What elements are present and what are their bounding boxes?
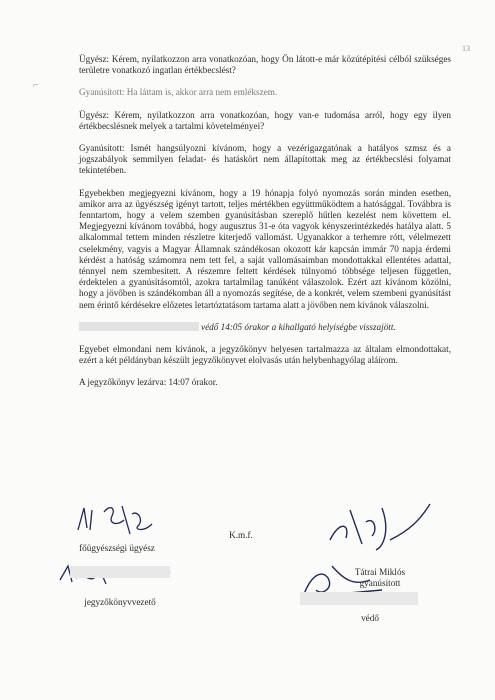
prosecutor-signature xyxy=(74,500,164,540)
departure-note: védő 14:05 órakor a kihallgató helyiségbe visszajött. xyxy=(201,321,396,332)
suspect-signature xyxy=(320,500,440,560)
margin-mark: ⌐ xyxy=(33,80,39,91)
paragraph-suspect-answer-2: Gyanúsított: Ismét hangsúlyozni kívánom, hogy a vezérigazgatónak a hatályos szmsz és a jogszabályok semmilyen feladat- és hatáskört nem állapítottak meg az értékbecslési folyamat tekintetében. xyxy=(79,143,451,176)
paragraph-prosecutor-question-1: Ügyész: Kérem, nyilatkozzon arra vonatkozóan, hogy Ön látott-e már közútépítési célból szükséges területre vonatkozó ingatlan értékbecslést? xyxy=(79,54,451,76)
paragraph-suspect-statement: Egyebekben megjegyezni kívánom, hogy a 19 hónapja folyó nyomozás során minden esetben, amikor arra az ügyészség igényt tartott, teljes mértékben együttműködtem a hatósággal. Továbbra is fenntartom, hogy a velem szemben gyanúsításban szereplő hűtlen kezelést nem követtem el. Megjegyezni kívánom továbbá, hogy augusztus 31-e óta vagyok kényszerintézkedés hatálya alatt. 5 alkalommal tettem minden részletre kiterjedő vallomást. Ugyanakkor a terhemre rótt, vélelmezett cselekmény, vagyis a Magyar Államnak szándékosan okozott kár kapcsán immár 70 napja érdemi kérdést a hatóság számomra nem tett fel, a saját vallomásaimban mondottakkal ellentétes adattal, ténnyel nem szembesített. A részemre feltett kérdések túlnyomó többsége teljesen független, érdektelen a gyanúsításomtól, azokra tartalmilag tanúként válaszolok. Ezért azt kívánom közölni, hogy a jövőben is szándékomban áll a nyomozás segítése, de a konkrét, velem szembeni gyanúsítást nem érintő kérdésekre előzetes letartóztatásom tartama alatt a jövőben nem kívánok válaszolni. xyxy=(79,187,451,310)
clerk-redaction xyxy=(70,566,170,578)
departure-note-line xyxy=(79,322,451,333)
kmf-label: K.m.f. xyxy=(229,530,253,540)
closing-statement: Egyebet elmondani nem kívánok, a jegyzőkönyv helyesen tartalmazza az általam elmondottakat, ezért a két példányban készült jegyzőkönyvet elolvasás után helybenhagyólag aláírom. xyxy=(79,344,451,366)
page-number: 13 xyxy=(462,44,470,53)
prosecutor-role: főügyészségi ügyész xyxy=(79,543,155,553)
defender-role: védő xyxy=(361,613,379,623)
document-body xyxy=(79,54,451,400)
clerk-role: jegyzőkönyvvezető xyxy=(84,597,156,607)
closing-time: A jegyzőkönyv lezárva: 14:07 órakor. xyxy=(79,377,218,388)
redacted-name xyxy=(79,322,199,331)
suspect-name: Tátrai Miklós xyxy=(354,567,406,577)
defender-redaction xyxy=(300,592,418,605)
paragraph-suspect-answer-1: Gyanúsított: Ha láttam is, akkor arra nem emlékszem. xyxy=(79,87,278,98)
suspect-role: gyanúsított xyxy=(359,578,401,588)
paragraph-prosecutor-question-2: Ügyész: Kérem, nyilatkozzon arra vonatkozóan, hogy van-e tudomása arról, hogy egy ilyen értékbecslésnek melyek a tartalmi követelményei? xyxy=(79,109,451,131)
